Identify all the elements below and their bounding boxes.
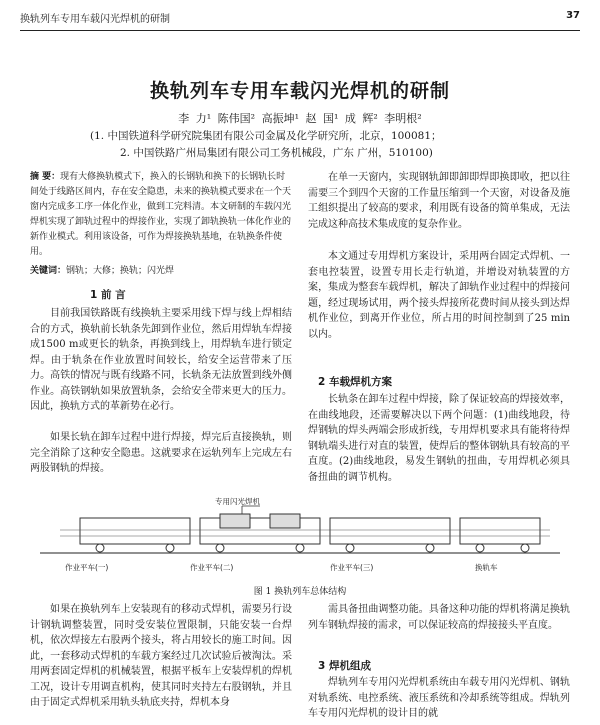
paragraph-mobile-welder: 如果在换轨列车上安装现有的移动式焊机，需要另行设计钢轨调整装置，同时受安装位置限制，只能安装一台焊机，依次焊接左右股两个接头，将占用较长的施工时间。因此，一套移动式焊机的车载方案经过几次试验后被淘汰。采用两套固定焊机的机械装置，根据平板车上安装焊机的焊机工况，设计专用调直机构，使其同时夹持左右股钢轨，并且由于固定式焊机采用轨头轨底夹持，焊机本身 <box>30 604 292 708</box>
paragraph-intro: 目前我国铁路既有线换轨主要采用线下焊与线上焊相结合的方式，换轨前长轨条先卸到作业位，然后用焊轨车焊接成1500 m或更长的轨条，再换到线上，用焊轨车进行锁定焊。由于轨条在作业放置时间较长，给安全运营带来了压力。高铁的情况与既有线路不同，长轨条无法放置到线外侧作业。高铁钢轨如果放置轨条，会给安全带来更大的压力。因此，换轨方式的革新势在必行。 <box>30 308 292 412</box>
car-label-2: 作业平车(二) <box>190 563 234 572</box>
affiliation-2: 2. 中国铁路广州局集团有限公司工务机械段，广东 广州，510100) <box>120 147 433 159</box>
running-header <box>20 10 580 26</box>
welder-label: 专用闪光焊机 <box>215 497 260 506</box>
abstract-text: 现有大修换轨模式下，换入的长钢轨和换下的长钢轨长时间处于线路区间内，存在安全隐患，未来的换轨模式要求在一个天窗内完成多工序一体化作业，做到工完料清。本文研制的车载闪光焊机实现了卸轨过程中的焊接作业，实现了卸轨换轨一体化作业的新作业模式。利用该设备，可作为焊接换轨基地，在轨换条件使用。 <box>30 172 292 257</box>
car-label-3: 作业平车(三) <box>330 563 374 572</box>
keywords-text: 钢轨；大修；换轨；闪光焊 <box>66 266 175 276</box>
paragraph-intro-2: 如果长轨在卸车过程中进行焊接，焊完后直接换轨，则完全消除了这种安全隐患。这就要求在运轨列车上完成左右两股钢轨的焊接。 <box>30 432 292 474</box>
page-number: 37 <box>566 10 580 21</box>
paper-title: 换轨列车专用车载闪光焊机的研制 <box>149 80 450 102</box>
section-heading-2: 2 车载焊机方案 <box>318 376 392 388</box>
figure-train <box>20 497 580 580</box>
affiliation-1: (1. 中国铁道科学研究院集团有限公司金属及化学研究所，北京，100081； <box>90 130 442 142</box>
car-label-4: 换轨车 <box>475 563 498 572</box>
abstract <box>30 170 292 260</box>
keywords <box>30 263 292 276</box>
paragraph-scheme: 本文通过专用焊机方案设计，采用两台固定式焊机、一套电控装置，设置专用长走行轨道，并增设对轨装置的方案，集成为整套车载焊机，解决了卸轨作业过程中的焊接问题，经过现场试用，两个接头焊接所花费时间从接头到达焊机作业位，到离开作业位，所占用的时间控制到了25 min以内。 <box>308 251 570 340</box>
authors: 李 力¹ 陈伟国² 高振坤¹ 赵 国¹ 成 辉² 李明根² <box>178 112 422 125</box>
header-rule <box>20 30 580 31</box>
figure-caption: 图 1 换轨列车总体结构 <box>253 587 347 597</box>
section-heading-3: 3 焊机组成 <box>318 660 371 672</box>
keywords-label: 关键词： <box>30 266 67 276</box>
paragraph-composition: 焊轨列车专用闪光焊机系统由车载专用闪光焊机、钢轨对轨系统、电控系统、液压系统和冷却系统等组成。焊轨列车专用闪光焊机的设计目的就 <box>308 677 570 719</box>
paragraph-twist: 需具备扭曲调整功能。具备这种功能的焊机将满足换轨列车钢轨焊接的需求，可以保证较高的焊接接头平直度。 <box>308 604 570 631</box>
paragraph-window: 在单一天窗内，实现钢轨卸即卸即焊即换即收，把以往需要三个到四个天窗的工作量压缩到一个天窗，对设备及施工组织提出了较高的要求，利用既有设备的简单集成，无法完成这种高技术集成度的复杂作业。 <box>308 172 570 230</box>
abstract-label: 摘 要： <box>30 172 61 182</box>
running-title: 换轨列车专用车载闪光焊机的研制 <box>20 14 170 25</box>
paragraph-curve: 长轨条在卸车过程中焊接，除了保证较高的焊接效率，在曲线地段，还需要解决以下两个问题：(1)曲线地段，待焊钢轨的焊头两端会形成折线，专用焊机要求具有能将待焊钢轨端头进行对直的装置，使焊后的整体钢轨具有较高的平直度。(2)曲线地段，易发生钢轨的扭曲，专用焊机必须具备扭曲的调节机构。 <box>308 394 570 483</box>
section-heading-1: 1 前 言 <box>90 289 126 301</box>
car-label-1: 作业平车(一) <box>65 563 109 572</box>
